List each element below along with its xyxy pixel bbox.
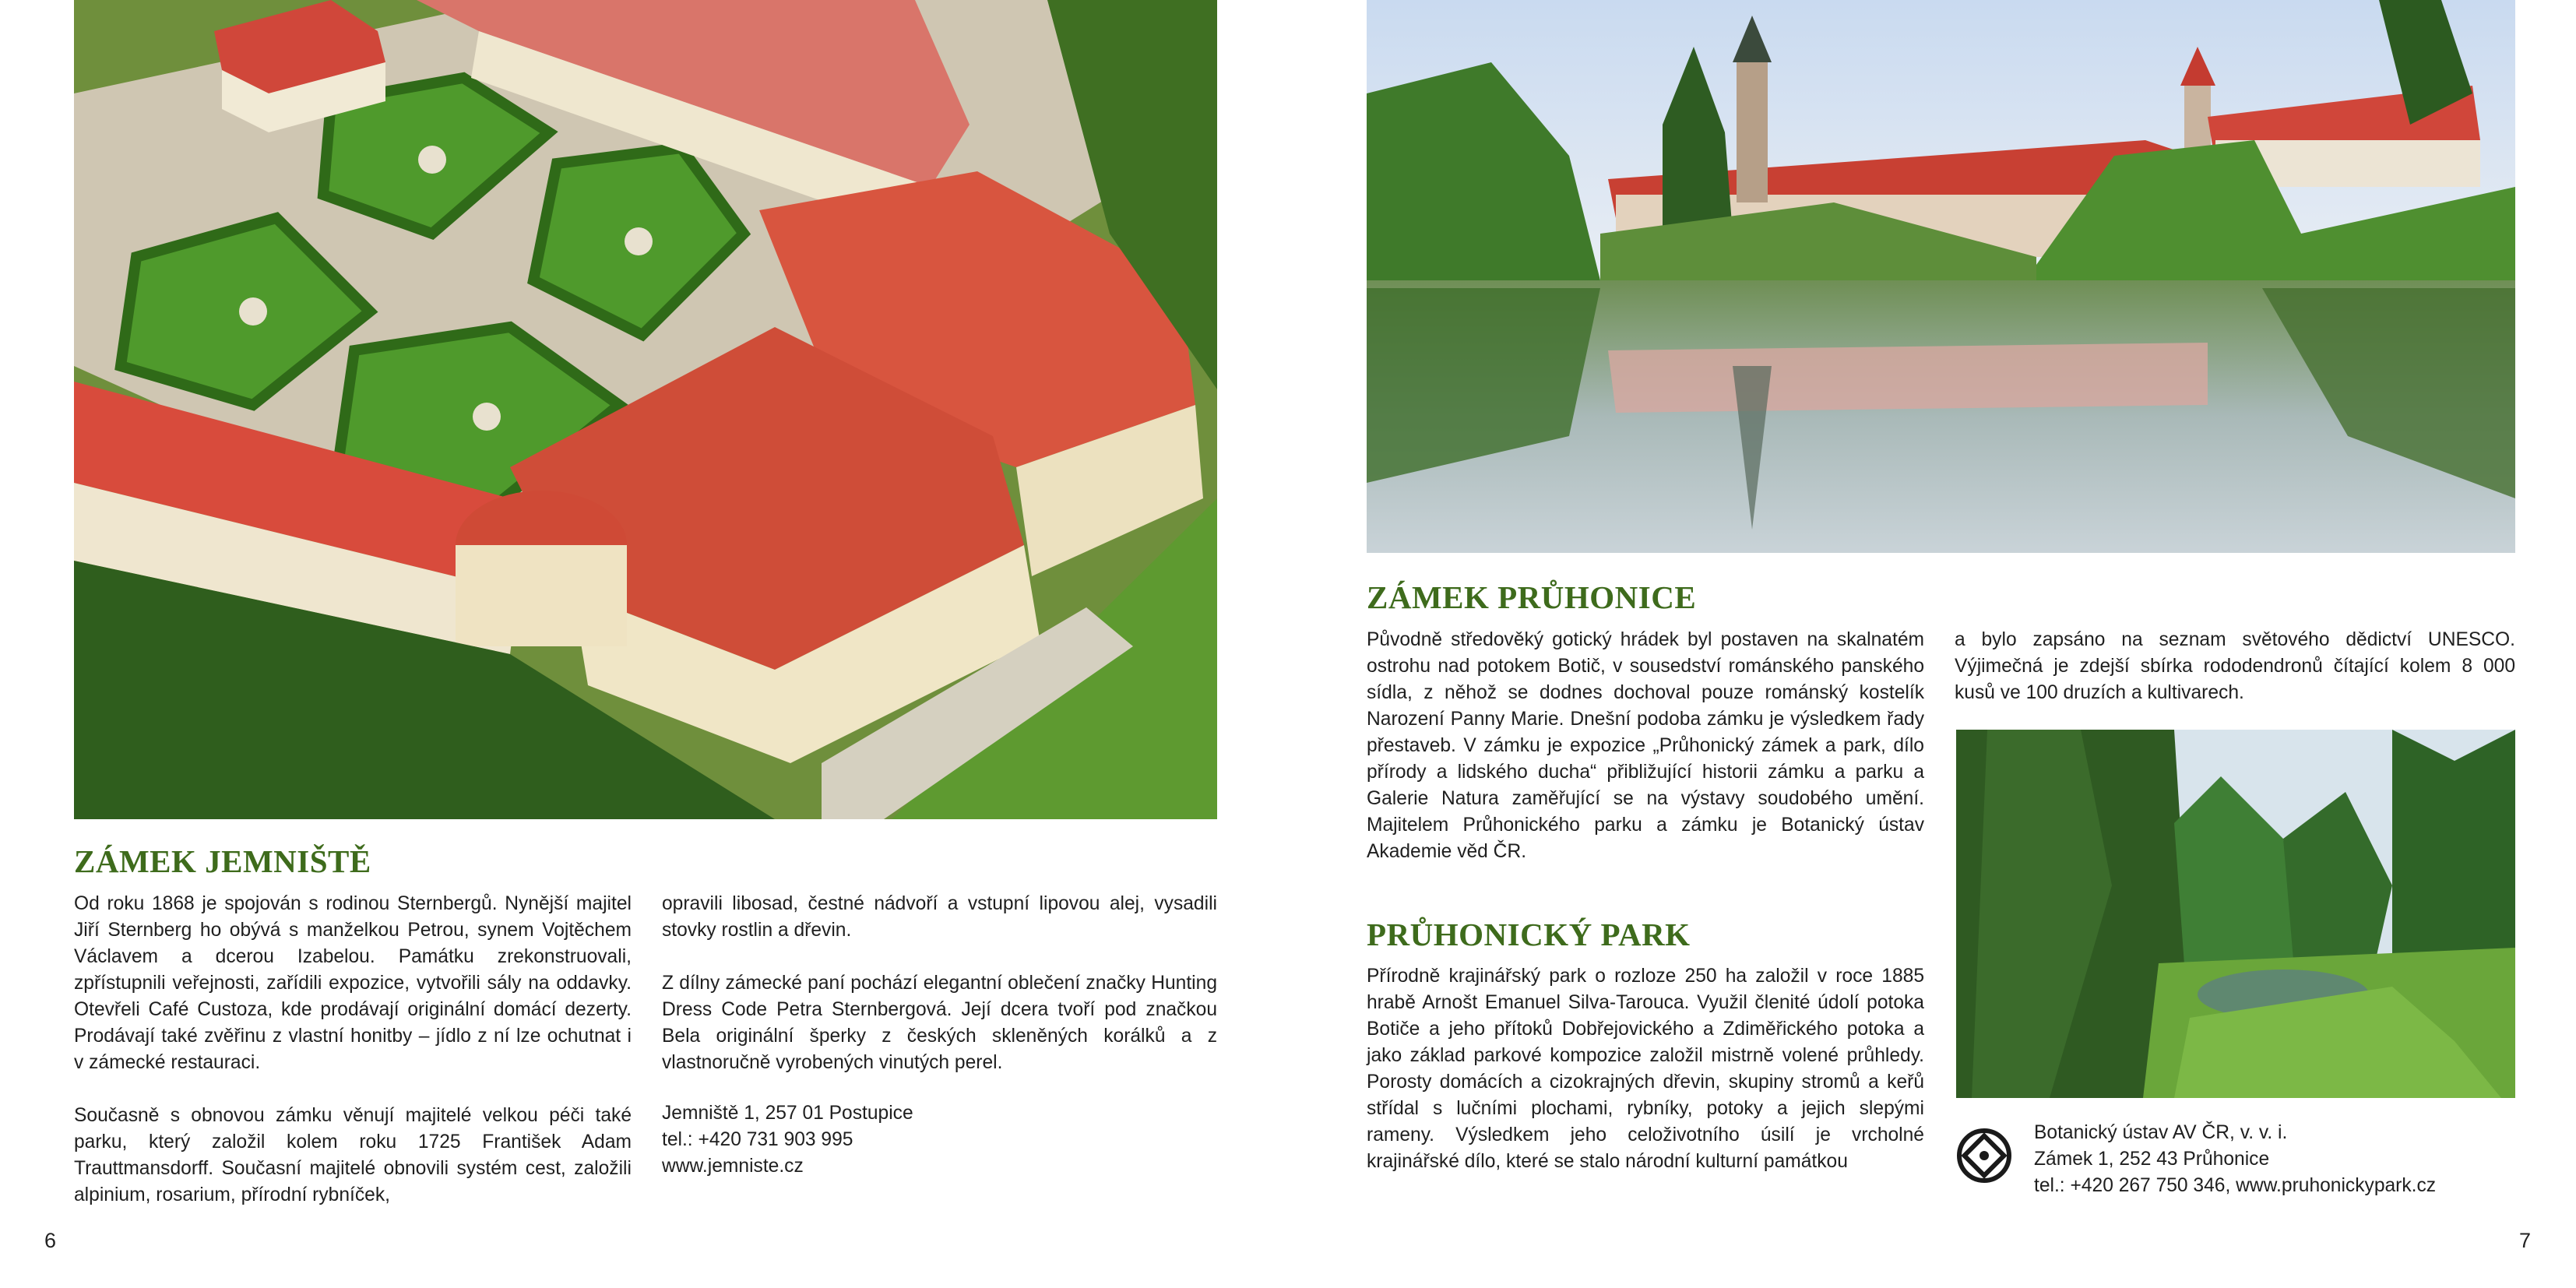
jemniste-address: Jemniště 1, 257 01 Postupice bbox=[662, 1103, 913, 1124]
pruhonice-castle-pond-photo bbox=[1367, 0, 2515, 553]
jemniste-contact bbox=[662, 1100, 1217, 1180]
jemniste-history-paragraph: Od roku 1868 je spojován s rodinou Sternbergů. Nynější majitel Jiří Sternberg ho obývá s manželkou Petrou, synem Vojtěchem Václavem a dcerou Izabelou. Památku zrekonstruovali, zpřístupnili veřejnosti, zařídili expozice, vytvořili sály na oddavky. Otevřeli Café Custoza, kde prodávají originální domácí dezerty. Prodávají také zvěřinu z vlastní honitby – jídlo z ní lze ochutnat i v zámecké restauraci. bbox=[74, 893, 632, 1073]
jemniste-fashion-paragraph: Z dílny zámecké paní pochází elegantní oblečení značky Hunting Dress Code Petra Sternbergová. Její dcera tvoří pod značkou Bela originální šperky z českých skleněných korálků a z vlastnoručně vyrobených vinutých perel. bbox=[662, 973, 1217, 1073]
jemniste-column-2 bbox=[662, 891, 1217, 1076]
jemniste-park-paragraph: Současně s obnovou zámku věnují majitelé velkou péči také parku, který založil kolem roku 1725 František Adam Trauttmansdorff. Současní majitelé obnovili systém cest, založili alpinium, rosarium, přírodní rybníček, bbox=[74, 1105, 632, 1205]
pruhonice-park-text: Přírodně krajinářský park o rozloze 250 ha založil v roce 1885 hrabě Arnošt Emanuel Silva-Tarouca. Využil členité údolí potoka Botiče a jeho přítoků Dobřejovického a Zdiměřického potoka a jako základ parkové kompozice založil mistrně volené průhledy. Porosty domácích a cizokrajných dřevin, skupiny stromů a keřů střídal s lučními plochami, rybníky, potoky a jejich slepými rameny. Výsledkem jeho celoživotního úsilí je vrcholné krajinářské dílo, které se stalo národní kulturní památkou bbox=[1367, 966, 1924, 1172]
pruhonice-castle-title: ZÁMEK PRŮHONICE bbox=[1367, 579, 1697, 615]
page-number-right: 7 bbox=[2519, 1229, 2532, 1252]
jemniste-column-1 bbox=[74, 891, 632, 1209]
pruhonice-contact-phone-web: tel.: +420 267 750 346, www.pruhonickypark.cz bbox=[2034, 1175, 2437, 1196]
pruhonice-unesco-text: a bylo zapsáno na seznam světového dědictví UNESCO. Výjimečná je zdejší sbírka rododendronů čítající kolem 8 000 kusů ve 100 druzích a kultivarech. bbox=[1955, 629, 2515, 703]
jemniste-phone: tel.: +420 731 903 995 bbox=[662, 1129, 853, 1150]
pruhonice-park-photo bbox=[1956, 730, 2515, 1098]
jemniste-title: ZÁMEK JEMNIŠTĚ bbox=[74, 843, 371, 879]
pruhonice-park-title: PRŮHONICKÝ PARK bbox=[1367, 917, 1691, 952]
jemniste-park-paragraph-continued: opravili libosad, čestné nádvoří a vstupní lipovou alej, vysadili stovky rostlin a dřevin. bbox=[662, 893, 1217, 941]
pruhonice-contact-name: Botanický ústav AV ČR, v. v. i. bbox=[2034, 1122, 2288, 1143]
page-number-left: 6 bbox=[44, 1229, 57, 1252]
pruhonice-contact bbox=[2034, 1120, 2515, 1199]
jemniste-castle-aerial-photo bbox=[74, 0, 1217, 819]
jemniste-website: www.jemniste.cz bbox=[662, 1156, 804, 1177]
pruhonice-contact-address: Zámek 1, 252 43 Průhonice bbox=[2034, 1149, 2270, 1170]
unesco-heritage-icon bbox=[1956, 1128, 2012, 1184]
pruhonice-castle-text: Původně středověký gotický hrádek byl postaven na skalnatém ostrohu nad potokem Botič, v sousedství románského panského sídla, z něhož se dodnes dochoval pouze románský kostelík Narození Panny Marie. Dnešní podoba zámku je výsledkem řady přestaveb. V zámku je expozice „Průhonický zámek a park, dílo přírody a lidského ducha“ přibližující historii zámku a parku a Galerie Natura zaměřující se na výstavy soudobého umění. Majitelem Průhonického parku a zámku je Botanický ústav Akademie věd ČR. bbox=[1367, 629, 1924, 862]
